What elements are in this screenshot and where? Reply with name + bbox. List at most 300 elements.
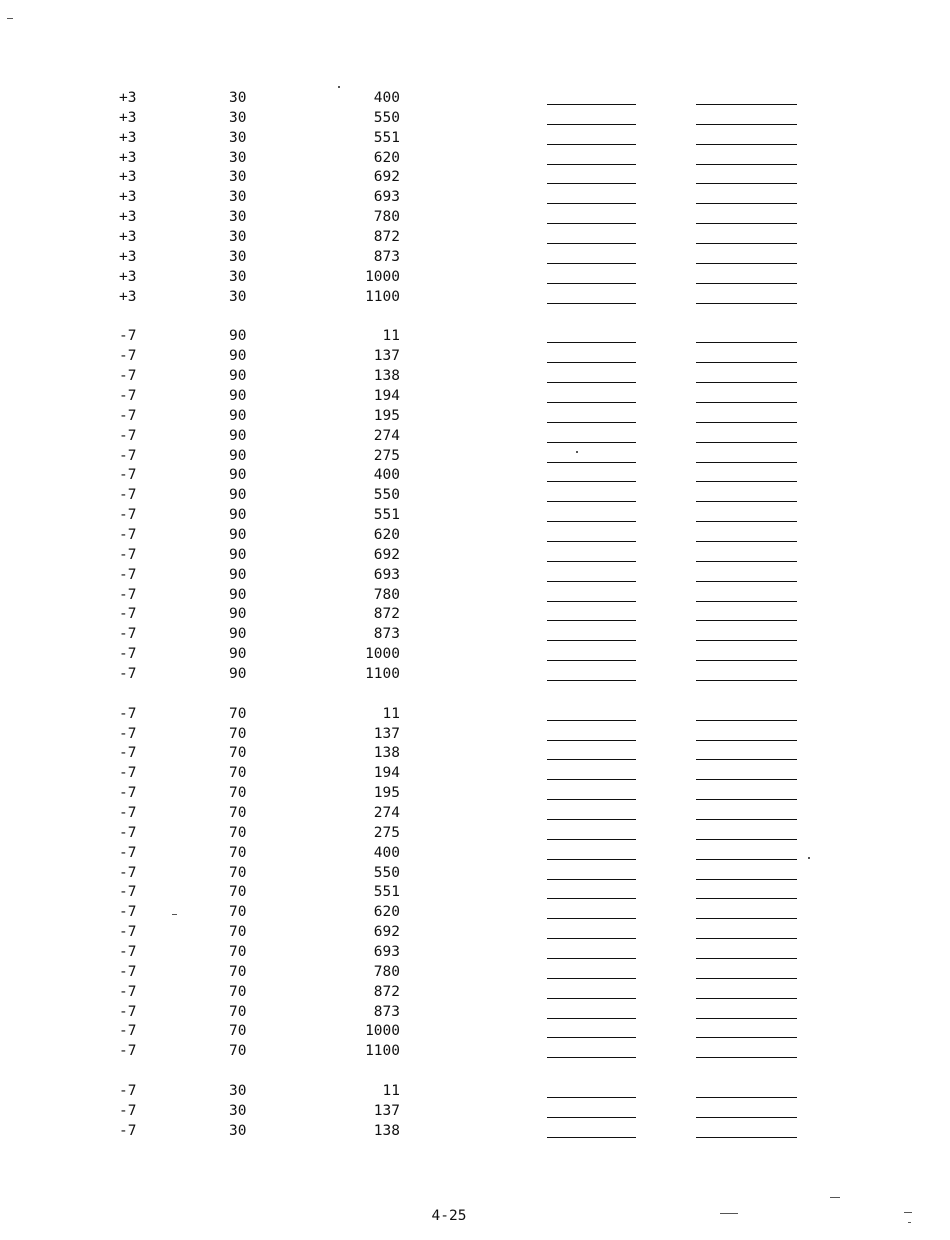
col-third-value: 692 — [373, 546, 400, 563]
col-second-value: 30 — [229, 1122, 247, 1139]
col-second-value: 30 — [229, 268, 247, 285]
col-sign-value: -7 — [119, 427, 137, 444]
col-second-value: 30 — [229, 109, 247, 126]
table-row — [0, 922, 950, 942]
table-row — [0, 962, 950, 982]
col-sign-value: +3 — [119, 149, 137, 166]
col-sign-value: +3 — [119, 90, 137, 106]
col-sign-value: -7 — [119, 626, 137, 643]
blank-line-second — [696, 720, 797, 721]
col-second-value: 70 — [229, 864, 247, 881]
blank-line-first — [547, 898, 636, 899]
blank-line-second — [696, 1137, 797, 1138]
col-third-value: 692 — [373, 169, 400, 186]
blank-line-second — [696, 918, 797, 919]
col-sign-value: -7 — [119, 864, 137, 881]
scan-speck — [338, 86, 340, 88]
col-second-value: 90 — [229, 407, 247, 424]
blank-line-first — [547, 660, 636, 661]
table-row — [0, 863, 950, 883]
blank-line-second — [696, 779, 797, 780]
scan-speck — [7, 18, 13, 19]
col-third-value: 1000 — [365, 646, 400, 663]
col-second-value: 90 — [229, 447, 247, 464]
col-second-value: 90 — [229, 487, 247, 504]
blank-line-first — [547, 303, 636, 304]
col-sign-value: -7 — [119, 963, 137, 980]
blank-line-second — [696, 144, 797, 145]
col-second-value: 70 — [229, 963, 247, 980]
col-sign-value: +3 — [119, 229, 137, 245]
scan-speck — [172, 914, 177, 915]
blank-line-first — [547, 799, 636, 800]
blank-line-first — [547, 362, 636, 363]
blank-line-first — [547, 620, 636, 621]
col-third-value: 194 — [373, 765, 400, 782]
col-third-value: 400 — [373, 90, 400, 106]
table-row — [0, 585, 950, 605]
blank-line-second — [696, 462, 797, 463]
table-row — [0, 604, 950, 624]
blank-line-first — [547, 382, 636, 383]
blank-line-second — [696, 1097, 797, 1098]
col-second-value: 70 — [229, 944, 247, 960]
blank-line-second — [696, 759, 797, 760]
blank-line-second — [696, 978, 797, 979]
col-sign-value: -7 — [119, 348, 137, 365]
blank-line-second — [696, 898, 797, 899]
scan-speck — [830, 1197, 840, 1198]
col-second-value: 70 — [229, 824, 247, 841]
col-second-value: 30 — [229, 149, 247, 166]
table-row — [0, 446, 950, 466]
blank-line-first — [547, 978, 636, 979]
table-row — [0, 763, 950, 783]
col-sign-value: -7 — [119, 487, 137, 504]
col-sign-value: +3 — [119, 288, 137, 305]
col-sign-value: -7 — [119, 665, 137, 682]
blank-line-second — [696, 203, 797, 204]
col-second-value: 30 — [229, 169, 247, 186]
col-sign-value: -7 — [119, 368, 137, 384]
table-row — [0, 803, 950, 823]
blank-line-first — [547, 521, 636, 522]
table-row — [0, 1101, 950, 1121]
blank-line-second — [696, 501, 797, 502]
col-sign-value: -7 — [119, 606, 137, 623]
col-second-value: 90 — [229, 526, 247, 543]
col-second-value: 70 — [229, 844, 247, 861]
blank-line-first — [547, 342, 636, 343]
col-second-value: 70 — [229, 805, 247, 821]
table-row — [0, 1121, 950, 1141]
blank-line-second — [696, 620, 797, 621]
col-second-value: 90 — [229, 328, 247, 345]
blank-line-second — [696, 362, 797, 363]
col-sign-value: -7 — [119, 824, 137, 841]
table-row — [0, 247, 950, 267]
table-row — [0, 465, 950, 485]
blank-line-second — [696, 442, 797, 443]
col-second-value: 70 — [229, 705, 247, 722]
col-sign-value: -7 — [119, 745, 137, 762]
col-sign-value: -7 — [119, 725, 137, 742]
table-row — [0, 664, 950, 684]
blank-line-second — [696, 859, 797, 860]
table-row — [0, 128, 950, 148]
blank-line-first — [547, 422, 636, 423]
col-second-value: 70 — [229, 884, 247, 901]
table-row — [0, 843, 950, 863]
col-sign-value: +3 — [119, 268, 137, 285]
blank-line-first — [547, 104, 636, 105]
col-sign-value: +3 — [119, 129, 137, 146]
blank-line-second — [696, 640, 797, 641]
blank-line-second — [696, 799, 797, 800]
col-second-value: 70 — [229, 1003, 247, 1020]
table-row — [0, 724, 950, 744]
blank-line-second — [696, 183, 797, 184]
col-second-value: 90 — [229, 606, 247, 623]
col-second-value: 90 — [229, 586, 247, 603]
col-third-value: 195 — [373, 785, 400, 802]
table-row — [0, 783, 950, 803]
table-row — [0, 148, 950, 168]
scan-speck — [576, 451, 578, 453]
col-third-value: 780 — [373, 963, 400, 980]
blank-line-second — [696, 938, 797, 939]
col-second-value: 70 — [229, 745, 247, 762]
blank-line-first — [547, 581, 636, 582]
col-sign-value: -7 — [119, 1023, 137, 1040]
blank-line-first — [547, 263, 636, 264]
table-row — [0, 386, 950, 406]
table-row — [0, 108, 950, 128]
col-second-value: 90 — [229, 348, 247, 365]
col-sign-value: -7 — [119, 785, 137, 802]
table-row — [0, 882, 950, 902]
table-row — [0, 485, 950, 505]
col-third-value: 138 — [373, 368, 400, 384]
col-third-value: 692 — [373, 924, 400, 941]
table-row — [0, 823, 950, 843]
blank-line-second — [696, 124, 797, 125]
col-third-value: 620 — [373, 904, 400, 921]
col-sign-value: -7 — [119, 1043, 137, 1060]
blank-line-first — [547, 859, 636, 860]
blank-line-second — [696, 561, 797, 562]
col-third-value: 873 — [373, 626, 400, 643]
col-third-value: 194 — [373, 387, 400, 404]
blank-line-first — [547, 481, 636, 482]
col-sign-value: +3 — [119, 189, 137, 206]
blank-line-second — [696, 243, 797, 244]
col-second-value: 90 — [229, 646, 247, 663]
blank-line-first — [547, 680, 636, 681]
blank-line-second — [696, 660, 797, 661]
col-sign-value: -7 — [119, 944, 137, 960]
col-sign-value: -7 — [119, 805, 137, 821]
blank-line-second — [696, 104, 797, 105]
blank-line-first — [547, 819, 636, 820]
blank-line-first — [547, 759, 636, 760]
blank-line-second — [696, 958, 797, 959]
blank-line-second — [696, 283, 797, 284]
col-second-value: 70 — [229, 1043, 247, 1060]
blank-line-second — [696, 481, 797, 482]
col-third-value: 11 — [382, 1083, 400, 1099]
col-third-value: 400 — [373, 467, 400, 484]
col-sign-value: +3 — [119, 169, 137, 186]
scan-speck — [720, 1213, 738, 1214]
col-sign-value: -7 — [119, 586, 137, 603]
blank-line-second — [696, 1018, 797, 1019]
col-second-value: 70 — [229, 1023, 247, 1040]
scan-speck — [808, 857, 810, 859]
table-row — [0, 1002, 950, 1022]
blank-line-first — [547, 740, 636, 741]
table-row — [0, 743, 950, 763]
col-third-value: 872 — [373, 983, 400, 1000]
blank-line-second — [696, 402, 797, 403]
col-third-value: 11 — [382, 328, 400, 345]
col-second-value: 70 — [229, 983, 247, 1000]
scan-speck — [908, 1222, 911, 1223]
col-third-value: 693 — [373, 189, 400, 206]
blank-line-second — [696, 382, 797, 383]
blank-line-first — [547, 938, 636, 939]
table-row — [0, 287, 950, 307]
col-second-value: 90 — [229, 387, 247, 404]
col-second-value: 90 — [229, 507, 247, 524]
col-third-value: 872 — [373, 229, 400, 245]
blank-line-second — [696, 422, 797, 423]
col-sign-value: -7 — [119, 407, 137, 424]
blank-line-first — [547, 720, 636, 721]
col-second-value: 70 — [229, 725, 247, 742]
table-row — [0, 624, 950, 644]
blank-line-second — [696, 1037, 797, 1038]
blank-line-first — [547, 1018, 636, 1019]
col-third-value: 274 — [373, 805, 400, 821]
col-sign-value: -7 — [119, 526, 137, 543]
col-sign-value: -7 — [119, 467, 137, 484]
table-row — [0, 326, 950, 346]
col-sign-value: -7 — [119, 646, 137, 663]
col-third-value: 1100 — [365, 288, 400, 305]
col-sign-value: -7 — [119, 983, 137, 1000]
blank-line-first — [547, 164, 636, 165]
blank-line-first — [547, 601, 636, 602]
blank-line-first — [547, 203, 636, 204]
col-third-value: 780 — [373, 586, 400, 603]
blank-line-first — [547, 183, 636, 184]
col-third-value: 693 — [373, 944, 400, 960]
table-row — [0, 982, 950, 1002]
blank-line-second — [696, 541, 797, 542]
col-third-value: 693 — [373, 566, 400, 583]
col-second-value: 30 — [229, 1102, 247, 1119]
col-third-value: 550 — [373, 487, 400, 504]
blank-line-second — [696, 521, 797, 522]
scan-speck — [904, 1212, 912, 1213]
table-row — [0, 366, 950, 386]
blank-line-second — [696, 998, 797, 999]
col-second-value: 90 — [229, 368, 247, 384]
table-row — [0, 227, 950, 247]
col-sign-value: -7 — [119, 765, 137, 782]
table-row — [0, 902, 950, 922]
col-third-value: 274 — [373, 427, 400, 444]
col-third-value: 620 — [373, 149, 400, 166]
table-row — [0, 406, 950, 426]
blank-line-first — [547, 640, 636, 641]
col-second-value: 90 — [229, 665, 247, 682]
table-row — [0, 1081, 950, 1101]
table-row — [0, 545, 950, 565]
col-third-value: 1100 — [365, 665, 400, 682]
table-row — [0, 704, 950, 724]
blank-line-first — [547, 541, 636, 542]
table-row — [0, 167, 950, 187]
blank-line-first — [547, 1097, 636, 1098]
col-sign-value: -7 — [119, 566, 137, 583]
col-sign-value: -7 — [119, 904, 137, 921]
col-second-value: 90 — [229, 427, 247, 444]
blank-line-second — [696, 223, 797, 224]
col-second-value: 30 — [229, 248, 247, 265]
col-second-value: 90 — [229, 467, 247, 484]
table-row — [0, 187, 950, 207]
table-row — [0, 644, 950, 664]
col-second-value: 70 — [229, 904, 247, 921]
col-sign-value: -7 — [119, 328, 137, 345]
col-second-value: 70 — [229, 785, 247, 802]
blank-line-second — [696, 303, 797, 304]
col-second-value: 90 — [229, 626, 247, 643]
blank-line-first — [547, 1117, 636, 1118]
col-sign-value: -7 — [119, 1122, 137, 1139]
blank-line-first — [547, 1037, 636, 1038]
col-sign-value: +3 — [119, 109, 137, 126]
blank-line-second — [696, 263, 797, 264]
blank-line-first — [547, 223, 636, 224]
blank-line-second — [696, 740, 797, 741]
table-row — [0, 1021, 950, 1041]
blank-line-first — [547, 283, 636, 284]
col-third-value: 780 — [373, 209, 400, 226]
blank-line-second — [696, 1117, 797, 1118]
col-second-value: 70 — [229, 924, 247, 941]
col-sign-value: -7 — [119, 1083, 137, 1099]
col-third-value: 11 — [382, 705, 400, 722]
table-row — [0, 267, 950, 287]
table-row — [0, 426, 950, 446]
table-row — [0, 1041, 950, 1061]
col-third-value: 138 — [373, 745, 400, 762]
col-third-value: 551 — [373, 884, 400, 901]
blank-line-first — [547, 124, 636, 125]
blank-line-second — [696, 819, 797, 820]
col-sign-value: -7 — [119, 546, 137, 563]
col-third-value: 1000 — [365, 1023, 400, 1040]
col-third-value: 872 — [373, 606, 400, 623]
table-row — [0, 942, 950, 962]
page-number: 4-25 — [431, 1208, 467, 1224]
col-third-value: 400 — [373, 844, 400, 861]
blank-line-first — [547, 243, 636, 244]
blank-line-second — [696, 601, 797, 602]
col-second-value: 90 — [229, 566, 247, 583]
col-third-value: 873 — [373, 248, 400, 265]
col-third-value: 137 — [373, 348, 400, 365]
blank-line-second — [696, 1057, 797, 1058]
col-second-value: 30 — [229, 129, 247, 146]
table-row — [0, 525, 950, 545]
col-sign-value: -7 — [119, 507, 137, 524]
blank-line-first — [547, 998, 636, 999]
col-third-value: 275 — [373, 447, 400, 464]
col-second-value: 30 — [229, 288, 247, 305]
col-sign-value: -7 — [119, 387, 137, 404]
blank-line-second — [696, 342, 797, 343]
col-second-value: 30 — [229, 1083, 247, 1099]
col-third-value: 873 — [373, 1003, 400, 1020]
blank-line-second — [696, 164, 797, 165]
blank-line-first — [547, 462, 636, 463]
blank-line-second — [696, 680, 797, 681]
col-third-value: 550 — [373, 109, 400, 126]
col-sign-value: -7 — [119, 1102, 137, 1119]
blank-line-first — [547, 442, 636, 443]
col-second-value: 90 — [229, 546, 247, 563]
col-sign-value: -7 — [119, 447, 137, 464]
col-sign-value: -7 — [119, 844, 137, 861]
blank-line-first — [547, 839, 636, 840]
blank-line-first — [547, 958, 636, 959]
col-second-value: 70 — [229, 765, 247, 782]
col-third-value: 1000 — [365, 268, 400, 285]
col-sign-value: +3 — [119, 209, 137, 226]
col-second-value: 30 — [229, 90, 247, 106]
col-third-value: 550 — [373, 864, 400, 881]
col-sign-value: +3 — [119, 248, 137, 265]
blank-line-first — [547, 779, 636, 780]
blank-line-second — [696, 581, 797, 582]
col-third-value: 137 — [373, 1102, 400, 1119]
col-sign-value: -7 — [119, 1003, 137, 1020]
blank-line-first — [547, 879, 636, 880]
table-row — [0, 565, 950, 585]
table-row — [0, 207, 950, 227]
blank-line-first — [547, 918, 636, 919]
col-second-value: 30 — [229, 209, 247, 226]
col-third-value: 551 — [373, 507, 400, 524]
col-sign-value: -7 — [119, 884, 137, 901]
col-third-value: 275 — [373, 824, 400, 841]
table-row — [0, 505, 950, 525]
col-sign-value: -7 — [119, 705, 137, 722]
blank-line-first — [547, 144, 636, 145]
col-third-value: 620 — [373, 526, 400, 543]
col-third-value: 138 — [373, 1122, 400, 1139]
blank-line-second — [696, 879, 797, 880]
blank-line-first — [547, 1057, 636, 1058]
blank-line-first — [547, 501, 636, 502]
col-second-value: 30 — [229, 229, 247, 245]
blank-line-first — [547, 1137, 636, 1138]
table-row — [0, 346, 950, 366]
